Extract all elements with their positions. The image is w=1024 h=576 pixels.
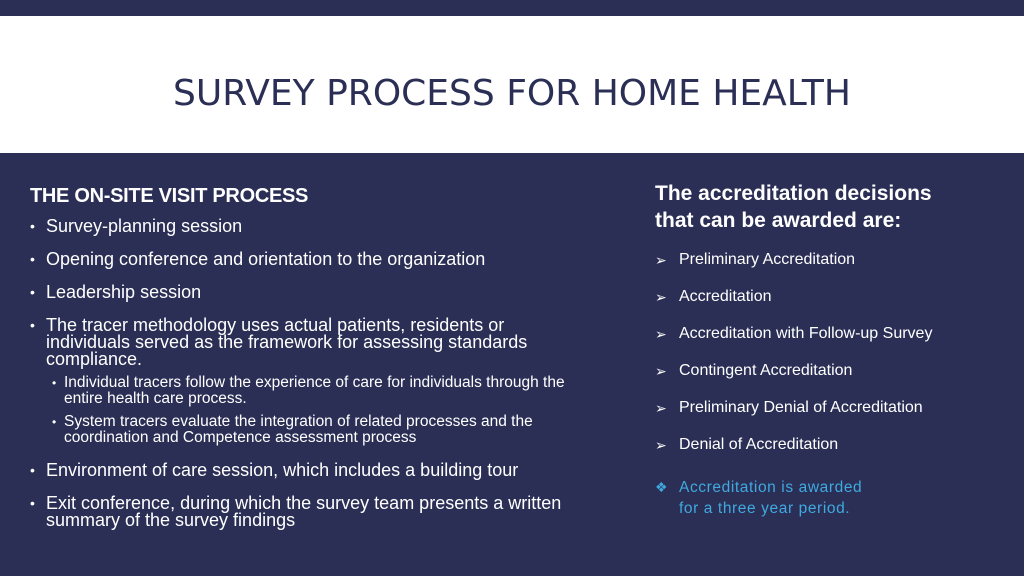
list-item-text: Preliminary Denial of Accreditation — [679, 399, 923, 416]
list-item — [655, 398, 995, 418]
slide-title: SURVEY PROCESS FOR HOME HEALTH — [173, 73, 851, 114]
list-item-text: Accreditation — [679, 288, 772, 305]
sub-list-item — [46, 414, 590, 446]
sub-list-item-text: System tracers evaluate the integration of related processes and the coordination and Competence assessment process — [64, 413, 533, 446]
bullet-icon: • — [30, 317, 35, 333]
diamond-bullet-icon: ❖ — [655, 479, 669, 495]
bullet-icon: • — [52, 376, 57, 390]
onsite-visit-list — [30, 218, 590, 529]
note-line: Accreditation is awarded — [679, 479, 863, 496]
list-item — [655, 361, 995, 381]
list-item — [655, 435, 995, 455]
list-item — [655, 250, 995, 270]
list-item — [655, 287, 995, 307]
list-item-text: Environment of care session, which includes a building tour — [46, 460, 519, 480]
arrow-bullet-icon: ➢ — [655, 363, 667, 379]
bullet-icon: • — [30, 284, 35, 300]
bullet-icon: • — [52, 415, 57, 429]
onsite-visit-section — [30, 185, 590, 545]
list-item-text: Opening conference and orientation to the organization — [46, 249, 486, 269]
list-item-text: Exit conference, during which the survey team presents a written summary of the survey findings — [46, 493, 562, 530]
list-item-text: Accreditation with Follow-up Survey — [679, 325, 933, 342]
list-item — [30, 317, 590, 446]
heading-line: that can be awarded are: — [655, 209, 902, 232]
list-item-text: The tracer methodology uses actual patients, residents or individuals served as the framework for assessing standards compliance. — [46, 315, 528, 369]
bullet-icon: • — [30, 218, 35, 234]
list-item — [30, 218, 590, 235]
list-item-text: Preliminary Accreditation — [679, 251, 856, 268]
list-item-text: Contingent Accreditation — [679, 362, 853, 379]
list-item — [655, 324, 995, 344]
sub-list-item-text: Individual tracers follow the experience of care for individuals through the entire health care process. — [64, 374, 565, 407]
list-item — [30, 251, 590, 268]
title-band — [0, 16, 1024, 153]
tracer-sub-list — [46, 375, 590, 446]
arrow-bullet-icon: ➢ — [655, 326, 667, 342]
note-line: for a three year period. — [679, 500, 851, 517]
list-item — [30, 495, 590, 529]
sub-list-item — [46, 375, 590, 407]
accreditation-decisions-heading — [655, 180, 995, 234]
bullet-icon: • — [30, 251, 35, 267]
list-item — [30, 284, 590, 301]
accreditation-period-note — [655, 477, 995, 519]
list-item-text: Leadership session — [46, 282, 202, 302]
accreditation-decisions-section — [655, 180, 995, 519]
arrow-bullet-icon: ➢ — [655, 437, 667, 453]
bullet-icon: • — [30, 495, 35, 511]
onsite-visit-heading: THE ON-SITE VISIT PROCESS — [30, 185, 309, 207]
heading-line: The accreditation decisions — [655, 182, 932, 205]
list-item — [30, 462, 590, 479]
list-item-text: Survey-planning session — [46, 216, 243, 236]
accreditation-decisions-list — [655, 250, 995, 455]
list-item-text: Denial of Accreditation — [679, 436, 839, 453]
arrow-bullet-icon: ➢ — [655, 252, 667, 268]
arrow-bullet-icon: ➢ — [655, 289, 667, 305]
bullet-icon: • — [30, 462, 35, 478]
arrow-bullet-icon: ➢ — [655, 400, 667, 416]
